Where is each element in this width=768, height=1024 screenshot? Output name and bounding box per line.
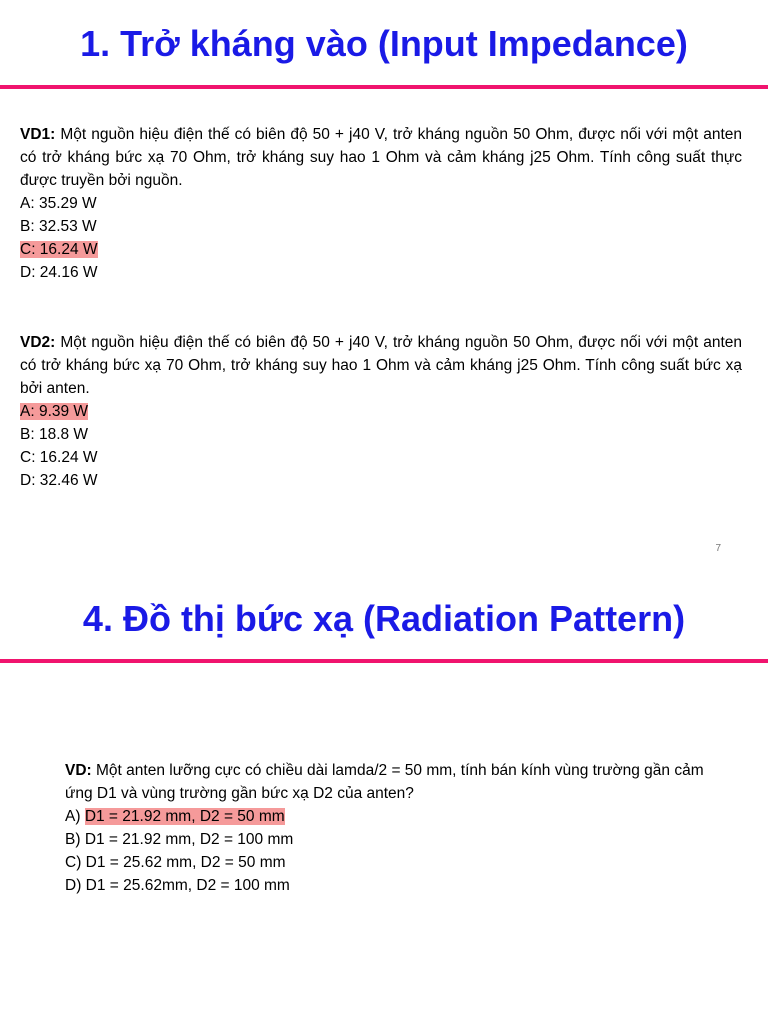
question-text: Một anten lưỡng cực có chiều dài lamda/2 = 50 mm, tính bán kính vùng trường gần cảm ứng D1 và vùng trường gần bức xạ D2 của anten?: [65, 762, 704, 802]
answer-highlight: D1 = 21.92 mm, D2 = 50 mm: [84, 808, 285, 825]
slide-title: 1. Trở kháng vào (Input Impedance): [80, 23, 688, 64]
option-a-answer: [20, 400, 742, 423]
answer-highlight: C: 16.24 W: [20, 241, 98, 258]
question-text: Một nguồn hiệu điện thế có biên độ 50 + j40 V, trở kháng nguồn 50 Ohm, được nối với một anten có trở kháng bức xạ 70 Ohm, trở kháng suy hao 1 Ohm và cảm kháng j25 Ohm. Tính công suất bức xạ bởi anten.: [20, 334, 742, 397]
option-c-answer: [20, 238, 742, 261]
question-label: VD2:: [20, 334, 56, 351]
slide-title: 4. Đồ thị bức xạ (Radiation Pattern): [82, 598, 686, 639]
page-number: 7: [715, 543, 721, 554]
question-text: Một nguồn hiệu điện thế có biên độ 50 + j40 V, trở kháng nguồn 50 Ohm, được nối với một anten có trở kháng bức xạ 70 Ohm, trở kháng suy hao 1 Ohm và cảm kháng j25 Ohm. Tính công suất thực được truyền bởi nguồn.: [20, 126, 742, 189]
question-vd2: [20, 331, 742, 492]
question-label: VD1:: [20, 126, 56, 143]
question-vd1: [20, 123, 742, 284]
title-divider: [0, 85, 768, 89]
option-c: C: 16.24 W: [20, 449, 98, 466]
option-d: D: 24.16 W: [20, 264, 98, 281]
slide-radiation-pattern: [0, 560, 768, 1024]
option-b: B) D1 = 21.92 mm, D2 = 100 mm: [65, 831, 294, 848]
option-b: B: 32.53 W: [20, 218, 97, 235]
option-a-answer: A) D1 = 21.92 mm, D2 = 50 mm: [65, 808, 285, 825]
question-vd: [65, 759, 705, 897]
question-stem: [20, 123, 742, 192]
answer-highlight: A: 9.39 W: [20, 403, 89, 420]
option-d: D) D1 = 25.62mm, D2 = 100 mm: [65, 877, 290, 894]
option-b: B: 18.8 W: [20, 426, 89, 443]
title-divider: [0, 659, 768, 663]
question-stem: [65, 759, 705, 805]
question-stem: [20, 331, 742, 400]
option-d: D: 32.46 W: [20, 472, 98, 489]
option-a: A: 35.29 W: [20, 195, 97, 212]
question-label: VD:: [65, 762, 92, 779]
option-c: C) D1 = 25.62 mm, D2 = 50 mm: [65, 854, 286, 871]
